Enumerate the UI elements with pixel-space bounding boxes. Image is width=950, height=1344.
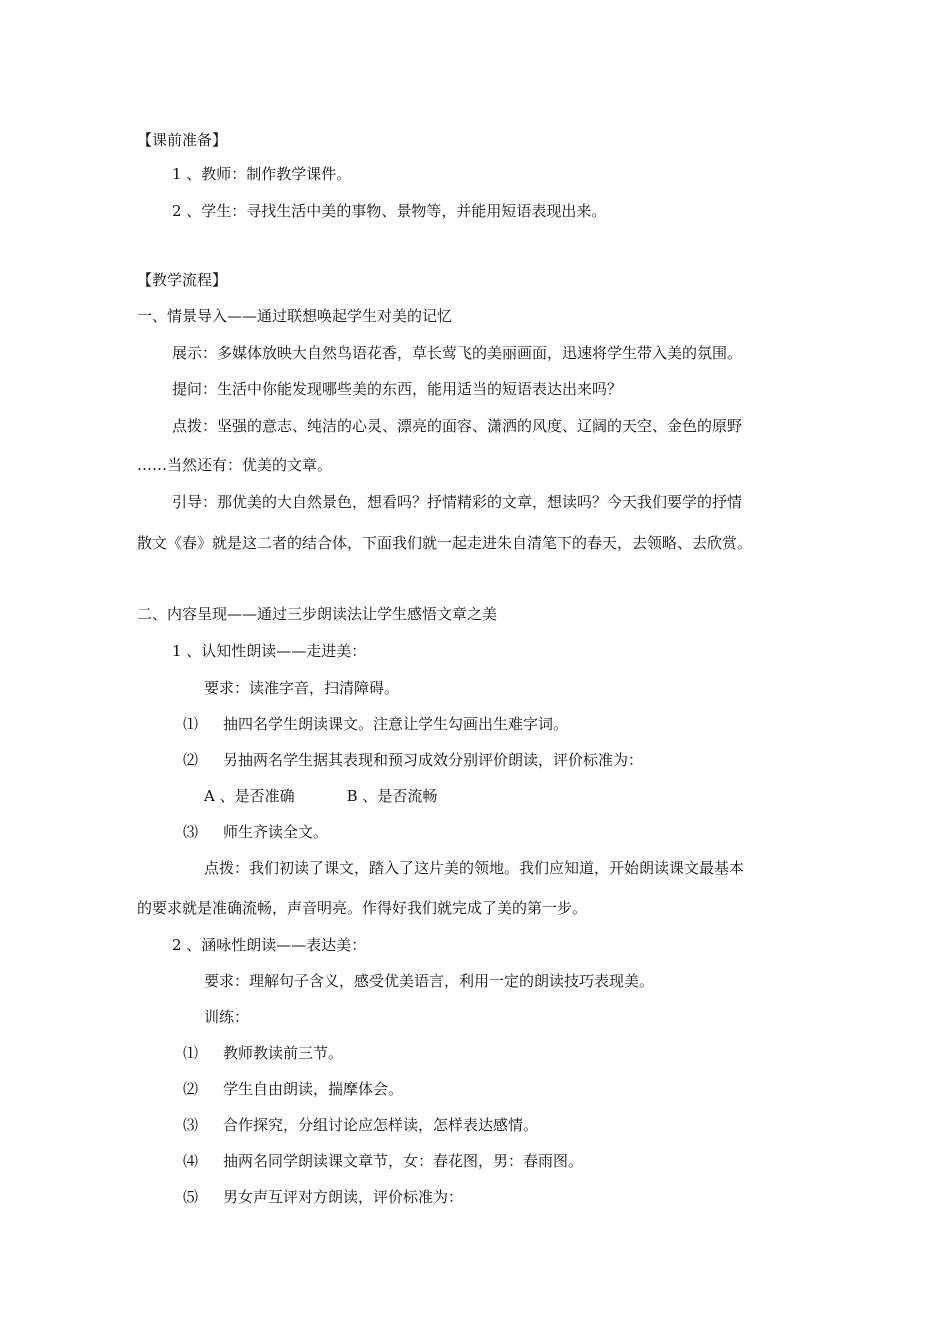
list-item bbox=[183, 1187, 463, 1207]
list-item bbox=[183, 1115, 538, 1135]
prep-item-2: 2 、学生：寻找生活中美的事物、景物等，并能用短语表现出来。 bbox=[172, 202, 607, 220]
list-item-text: 抽两名同学朗读课文章节，女：春花图，男：春雨图。 bbox=[223, 1152, 584, 1170]
step-1-require: 要求：读准字音，扫清障碍。 bbox=[204, 679, 400, 697]
step-1-hint-line-2: 的要求就是准确流畅，声音明亮。作得好我们就完成了美的第一步。 bbox=[137, 899, 588, 917]
list-item-number: ⑷ bbox=[183, 1152, 199, 1170]
list-item-number: ⑵ bbox=[183, 1080, 199, 1098]
list-item bbox=[183, 1079, 403, 1099]
prep-heading: 【课前准备】 bbox=[137, 131, 228, 149]
criteria-a: A 、是否准确 bbox=[204, 787, 295, 805]
list-item-number: ⑴ bbox=[183, 715, 199, 733]
list-item-text: 另抽两名学生据其表现和预习成效分别评价朗读，评价标准为： bbox=[223, 751, 644, 769]
step-1-title: 1 、认知性朗读——走进美： bbox=[172, 642, 367, 660]
section-2-title: 二、内容呈现——通过三步朗读法让学生感悟文章之美 bbox=[137, 605, 498, 623]
flow-heading: 【教学流程】 bbox=[137, 271, 228, 289]
list-item-text: 师生齐读全文。 bbox=[223, 823, 329, 841]
list-item bbox=[183, 822, 328, 842]
section-1-guide-line-1: 引导：那优美的大自然景色，想看吗？抒情精彩的文章，想读吗？今天我们要学的抒情 bbox=[172, 493, 743, 511]
section-1-hint-line-1: 点拨：坚强的意志、纯洁的心灵、漂亮的面容、潇洒的风度、辽阔的天空、金色的原野 bbox=[172, 417, 743, 435]
criteria-b: B 、是否流畅 bbox=[346, 787, 438, 805]
list-item bbox=[183, 1043, 343, 1063]
list-item-number: ⑴ bbox=[183, 1044, 199, 1062]
step-2-require: 要求：理解句子含义，感受优美语言，利用一定的朗读技巧表现美。 bbox=[204, 972, 655, 990]
list-item-text: 教师教读前三节。 bbox=[223, 1044, 344, 1062]
list-item-number: ⑸ bbox=[183, 1188, 199, 1206]
step-1-hint-line-1: 点拨：我们初读了课文，踏入了这片美的领地。我们应知道，开始朗读课文最基本 bbox=[204, 859, 745, 877]
section-1-guide-line-2: 散文《春》就是这二者的结合体，下面我们就一起走进朱自清笔下的春天，去领略、去欣赏。 bbox=[137, 534, 753, 552]
list-item bbox=[183, 750, 643, 770]
list-item-number: ⑶ bbox=[183, 1116, 199, 1134]
list-item-text: 抽四名学生朗读课文。注意让学生勾画出生难字词。 bbox=[223, 715, 569, 733]
section-1-show: 展示：多媒体放映大自然鸟语花香，草长莺飞的美丽画面，迅速将学生带入美的氛围。 bbox=[172, 344, 743, 362]
section-1-title: 一、情景导入——通过联想唤起学生对美的记忆 bbox=[137, 307, 453, 325]
list-item-number: ⑵ bbox=[183, 751, 199, 769]
list-item-text: 合作探究，分组讨论应怎样读，怎样表达感情。 bbox=[223, 1116, 539, 1134]
list-item-text: 学生自由朗读，揣摩体会。 bbox=[223, 1080, 404, 1098]
list-item bbox=[183, 714, 568, 734]
list-item bbox=[183, 1151, 583, 1171]
criteria-line bbox=[204, 786, 437, 806]
step-2-title: 2 、涵咏性朗读——表达美： bbox=[172, 936, 367, 954]
prep-item-1: 1 、教师：制作教学课件。 bbox=[172, 165, 352, 183]
step-2-train: 训练： bbox=[204, 1008, 250, 1026]
list-item-text: 男女声互评对方朗读，评价标准为： bbox=[223, 1188, 464, 1206]
section-1-ask: 提问：生活中你能发现哪些美的东西，能用适当的短语表达出来吗？ bbox=[172, 380, 623, 398]
section-1-hint-line-2: ……当然还有：优美的文章。 bbox=[137, 456, 333, 474]
list-item-number: ⑶ bbox=[183, 823, 199, 841]
